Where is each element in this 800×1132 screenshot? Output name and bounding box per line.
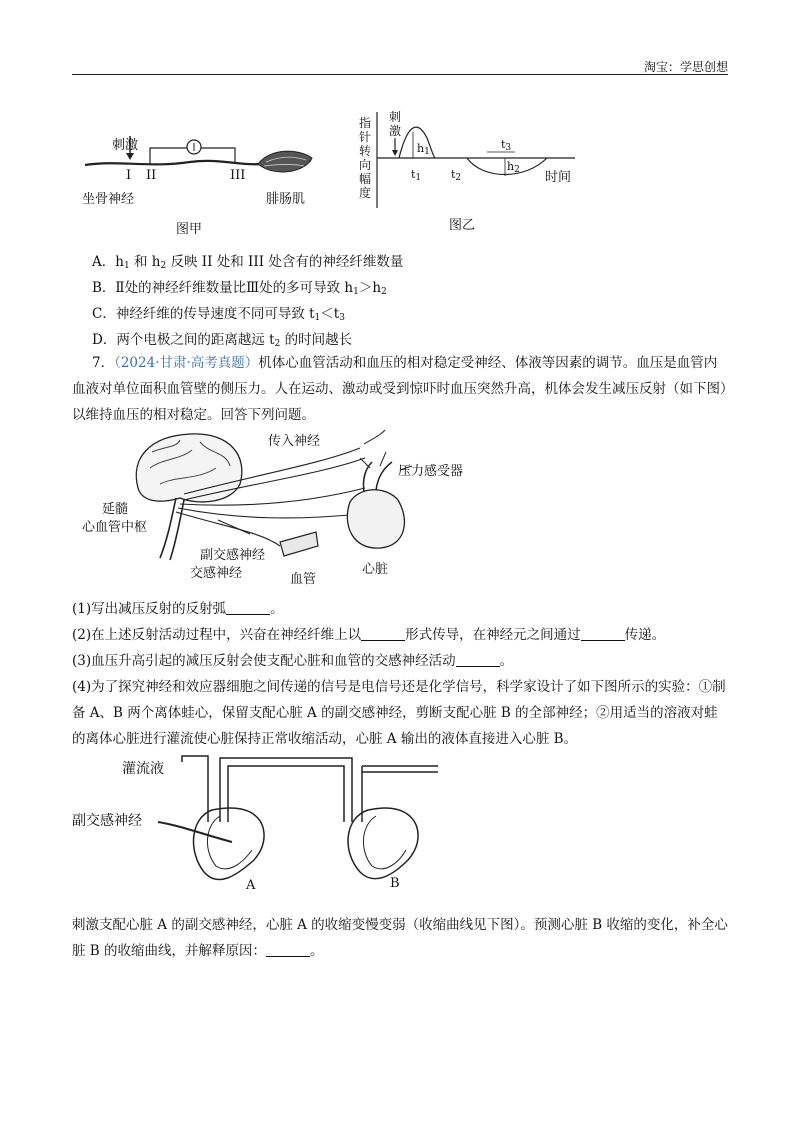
answer-blank-1[interactable] — [226, 600, 270, 615]
sq2-text-c: 传递。 — [624, 627, 666, 643]
fig2-stim-ch1: 刺 — [389, 110, 402, 124]
option-a-post: 反映 II 处和 III 处含有的神经纤维数量 — [166, 254, 404, 270]
option-c-sub1: 1 — [314, 313, 321, 323]
fig1-point-I: I — [126, 168, 132, 183]
fig2-t1-label — [411, 168, 421, 183]
fig2-ylabel — [359, 116, 371, 200]
option-c-sub2: 3 — [339, 313, 345, 323]
header-rule — [72, 74, 728, 75]
answer-blank-4[interactable] — [266, 942, 310, 957]
fig2-t1-sub: 1 — [415, 173, 422, 183]
fig2-h2-sub: 2 — [514, 165, 520, 175]
fig1-point-II: II — [146, 168, 157, 183]
fig3-baroreceptor-label: 压力感受器 — [398, 464, 464, 479]
answer-blank-3[interactable] — [456, 652, 500, 667]
fig3-parasympathetic-label: 副交感神经 — [200, 548, 266, 563]
option-b-pre: B．Ⅱ处的神经纤维数量比Ⅲ处的多可导致 h — [92, 280, 354, 296]
option-b-mid: ＞h — [358, 280, 382, 296]
answer-blank-2b[interactable] — [581, 626, 625, 641]
subquestion-1 — [72, 596, 728, 622]
fig2-time-label: 时间 — [545, 170, 572, 185]
fig3-sympathetic-label: 交感神经 — [190, 566, 243, 581]
question-7-intro — [72, 350, 728, 428]
subquestion-2 — [72, 622, 728, 648]
option-b — [92, 276, 387, 297]
final-question — [72, 912, 728, 964]
option-c-pre: C．神经纤维的传导速度不同可导致 t — [92, 306, 315, 322]
option-d — [92, 328, 352, 349]
fig4-perfusate-label: 灌流液 — [122, 761, 164, 777]
option-d-sub1: 2 — [274, 339, 281, 349]
question-7-source: （2024·甘肃·高考真题） — [114, 355, 259, 371]
fig2-h1-label — [417, 142, 430, 157]
sq1-text: (1)写出减压反射的反射弧 — [72, 601, 227, 617]
subquestion-4: (4)为了探究神经和效应器细胞之间传递的信号是电信号还是化学信号，科学家设计了如下图所示的实验：①制备 A、B 两个离体蛙心，保留支配心脏 A 的副交感神经，剪断支配心脏 B 的全部神经；②用适当的溶液对蛙的离体心脏进行灌流使心脏保持正常收缩活动，心脏 A 输出的液体直接进入心脏 B。 — [72, 679, 726, 747]
question-7-number: 7． — [92, 355, 115, 371]
fig2-ylabel-ch2: 针 — [359, 130, 372, 144]
fig2-ylabel-ch3: 转 — [359, 144, 372, 158]
fig3-afferent-label: 传入神经 — [268, 434, 321, 449]
sq1-end: 。 — [270, 601, 284, 617]
option-d-pre: D．两个电极之间的距离越远 t — [92, 332, 275, 348]
fig1-caption: 图甲 — [176, 222, 203, 237]
fig2-t2-sub: 2 — [455, 173, 462, 183]
subquestion-3 — [72, 648, 728, 674]
figure-baroreflex — [80, 428, 520, 588]
header-text: 淘宝：学思创想 — [643, 60, 728, 74]
sq3-text: (3)血压升高引起的减压反射会使支配心脏和血管的交感神经活动 — [72, 653, 456, 669]
answer-blank-2a[interactable] — [361, 626, 405, 641]
fig2-t2-label — [451, 168, 461, 183]
option-a-mid: 和 h — [129, 254, 161, 270]
sq3-end: 。 — [499, 653, 514, 669]
fig2-t1-letter: t — [411, 168, 416, 181]
fig3-cv-center-label: 心血管中枢 — [82, 520, 148, 535]
option-a-sub2: 2 — [160, 261, 167, 271]
fig2-h2-label — [507, 160, 520, 175]
figure-yi — [355, 108, 585, 238]
fig2-h2-letter: h — [507, 160, 515, 173]
figure-jia — [80, 120, 330, 235]
final-question-text: 刺激支配心脏 A 的副交感神经，心脏 A 的收缩变慢变弱（收缩曲线见下图）。预测心脏 B 收缩的变化，补全心脏 B 的收缩曲线，并解释原因： — [72, 917, 728, 959]
fig2-ylabel-ch4: 向 — [359, 158, 372, 172]
question-7-intro-text: 机体心血管活动和血压的相对稳定受神经、体液等因素的调节。血压是血管内血液对单位面积血管壁的侧压力。人在运动、激动或受到惊吓时血压突然升高，机体会发生减压反射（如下图）以维持血压的相对稳定。回答下列问题。 — [72, 355, 727, 423]
fig2-t3-label — [501, 138, 511, 153]
fig2-t3-letter: t — [501, 138, 506, 151]
option-d-post: 的时间越长 — [280, 332, 353, 348]
option-c-mid: ＜t — [320, 306, 340, 322]
fig2-h1-letter: h — [417, 142, 425, 155]
option-a — [92, 250, 403, 271]
fig2-stim-ch2: 激 — [389, 124, 402, 138]
fig4-heart-A-label: A — [246, 878, 256, 893]
fig1-stimulus-label: 刺激 — [112, 138, 139, 153]
fig2-ylabel-ch5: 幅 — [359, 172, 372, 186]
fig2-stimulus-label — [389, 110, 401, 138]
fig3-vessel-label: 血管 — [290, 572, 317, 587]
figure-baroreflex-drawing — [80, 428, 520, 588]
fig1-sciatic-label: 坐骨神经 — [82, 192, 135, 207]
option-a-sub1: 1 — [123, 261, 130, 271]
option-b-sub2: 2 — [381, 287, 387, 297]
sq2-text-b: 形式传导，在神经元之间通过 — [405, 627, 581, 643]
fig2-ylabel-ch6: 度 — [359, 186, 372, 200]
figure-perfusion — [72, 752, 472, 902]
fig1-point-III: III — [230, 168, 246, 183]
fig3-heart-label: 心脏 — [362, 562, 389, 577]
fig1-muscle-label: 腓肠肌 — [266, 192, 306, 207]
sq2-text-a: (2)在上述反射活动过程中，兴奋在神经纤维上以 — [72, 627, 362, 643]
fig4-heart-B-label: B — [390, 876, 400, 891]
option-a-pre: A．h — [92, 254, 124, 270]
fig2-ylabel-ch1: 指 — [359, 116, 372, 130]
fig2-t3-sub: 3 — [505, 143, 512, 153]
option-c — [92, 302, 345, 323]
option-b-sub1: 1 — [353, 287, 359, 297]
fig3-medulla-label: 延髓 — [102, 502, 129, 517]
fig4-parasympathetic-label: 副交感神经 — [72, 813, 142, 829]
fig2-caption: 图乙 — [449, 218, 476, 233]
final-question-end: 。 — [310, 943, 324, 959]
fig2-t2-letter: t — [451, 168, 456, 181]
fig2-h1-sub: 1 — [424, 147, 430, 157]
